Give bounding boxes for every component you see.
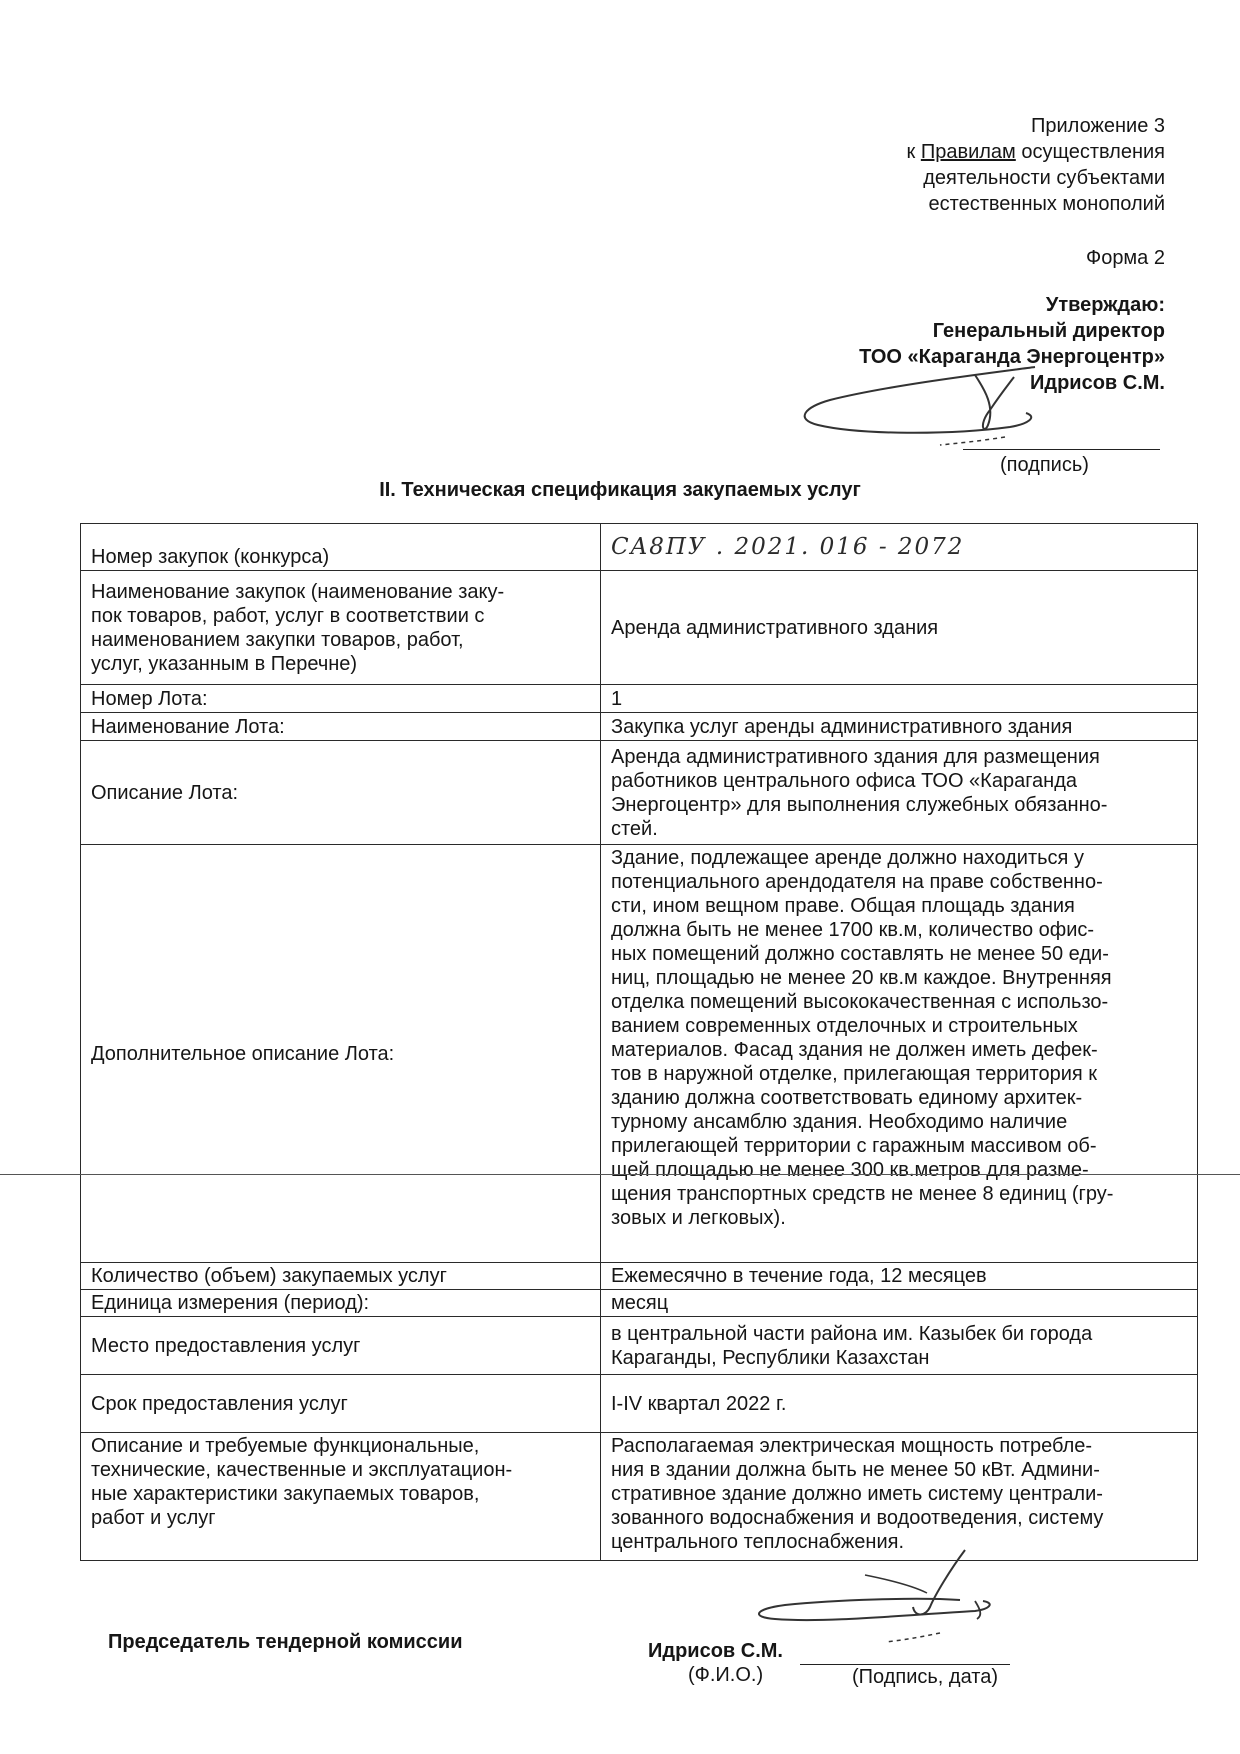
table-row <box>81 1263 1198 1290</box>
approver-company: ТОО «Караганда Энергоцентр» <box>859 346 1165 368</box>
director-signature <box>800 355 1080 455</box>
row-label: Номер Лота: <box>81 685 601 713</box>
row-label <box>81 1433 601 1561</box>
row-label: Дополнительное описание Лота: <box>81 845 601 1263</box>
row-value <box>601 1433 1198 1561</box>
row-value: 1 <box>601 685 1198 713</box>
table-row <box>81 1375 1198 1433</box>
row-label-text: Описание и требуемые функциональные, технические, качественные и эксплуатацион- ные характеристики закупаемых товаров, работ и услуг <box>91 1435 513 1529</box>
attachment-header <box>907 113 1165 217</box>
approver-position: Генеральный директор <box>932 320 1165 342</box>
table-signature <box>745 1545 1005 1645</box>
table-row <box>81 524 1198 571</box>
row-label: Количество (объем) закупаемых услуг <box>81 1263 601 1290</box>
section-title: II. Техническая спецификация закупаемых услуг <box>379 479 861 501</box>
signature-caption: (подпись) <box>1000 454 1089 476</box>
approver-name: Идрисов С.М. <box>1030 372 1165 394</box>
table-row <box>81 845 1198 1263</box>
row-value <box>601 1317 1198 1375</box>
row-value <box>601 845 1198 1263</box>
commission-chair-name: Идрисов С.М. <box>648 1640 783 1662</box>
row-label: Номер закупок (конкурса) <box>81 524 601 571</box>
attachment-line-4: естественных монополий <box>928 193 1165 215</box>
row-value-text: Аренда административного здания для размещения работников центрального офиса ТОО «Караганда Энергоцентр» для выполнения служебных обязанно- стей. <box>611 745 1108 840</box>
attachment-line-2-prefix: к <box>906 141 921 163</box>
table-row <box>81 685 1198 713</box>
row-value-text: в центральной части района им. Казыбек би города Караганды, Республики Казахстан <box>611 1322 1093 1369</box>
fio-caption: (Ф.И.О.) <box>688 1664 764 1686</box>
row-value: Закупка услуг аренды административного здания <box>601 713 1198 741</box>
commission-chair-label: Председатель тендерной комиссии <box>108 1631 463 1653</box>
table-row <box>81 741 1198 845</box>
row-value: Ежемесячно в течение года, 12 месяцев <box>601 1263 1198 1290</box>
scan-line-artifact <box>0 1174 1240 1175</box>
signature-date-caption: (Подпись, дата) <box>852 1666 998 1688</box>
row-label: Срок предоставления услуг <box>81 1375 601 1433</box>
row-label-text: Наименование закупок (наименование заку- пок товаров, работ, услуг в соответствии с наименованием закупки товаров, работ, услуг, указанным в Перечне) <box>91 580 505 675</box>
row-value <box>601 524 1198 571</box>
row-value-text: Располагаемая электрическая мощность потребле- ния в здании должна быть не менее 50 кВт. Админи- стративное здание должно иметь систему централи- зованного водоснабжения и водоотведения, систему центрального теплоснабжения. <box>611 1435 1104 1553</box>
form-number: Форма 2 <box>1085 247 1165 269</box>
director-signature-line <box>963 449 1160 450</box>
rules-link-text: Правилам <box>920 141 1016 163</box>
row-value: Аренда административного здания <box>601 571 1198 685</box>
row-value-text: Здание, подлежащее аренде должно находиться у потенциального арендодателя на праве собственно- сти, ином вещном праве. Общая площадь здания должна быть не менее 1700 кв.м, количество офис- ных помещений должно составлять не менее 50 еди- ниц, площадью не менее 20 кв.м каждое. Внутренняя отделка помещений высококачественная с использо- ванием современных отделочных и строительных материалов. Фасад здания не должен иметь дефек- тов в наружной отделке, прилегающая территория к зданию должна соответствовать единому архитек- турному ансамблю здания. Необходимо наличие прилегающей территории с гаражным массивом об- щей площадью не менее 300 кв.метров для разме- щения транспортных средств не менее 8 единиц (гру- зовых и легковых). <box>611 847 1114 1229</box>
table-row <box>81 571 1198 685</box>
row-label: Единица измерения (период): <box>81 1290 601 1317</box>
procurement-number-handwritten: CA8ПУ . 2021. 016 - 2072 <box>611 533 965 560</box>
attachment-line-3: деятельности субъектами <box>923 167 1165 189</box>
row-value: месяц <box>601 1290 1198 1317</box>
row-label: Наименование Лота: <box>81 713 601 741</box>
row-label <box>81 571 601 685</box>
attachment-line-2-suffix: осуществления <box>1015 141 1165 163</box>
table-row <box>81 1317 1198 1375</box>
table-row <box>81 1433 1198 1561</box>
table-row <box>81 713 1198 741</box>
row-value: I-IV квартал 2022 г. <box>601 1375 1198 1433</box>
chair-signature-line <box>800 1664 1010 1665</box>
specification-table <box>80 523 1198 1561</box>
attachment-line-1: Приложение 3 <box>1031 115 1165 137</box>
table-row <box>81 1290 1198 1317</box>
row-label: Место предоставления услуг <box>81 1317 601 1375</box>
approve-label: Утверждаю: <box>1045 294 1165 316</box>
row-value <box>601 741 1198 845</box>
row-label: Описание Лота: <box>81 741 601 845</box>
attachment-line-2 <box>907 139 1165 165</box>
